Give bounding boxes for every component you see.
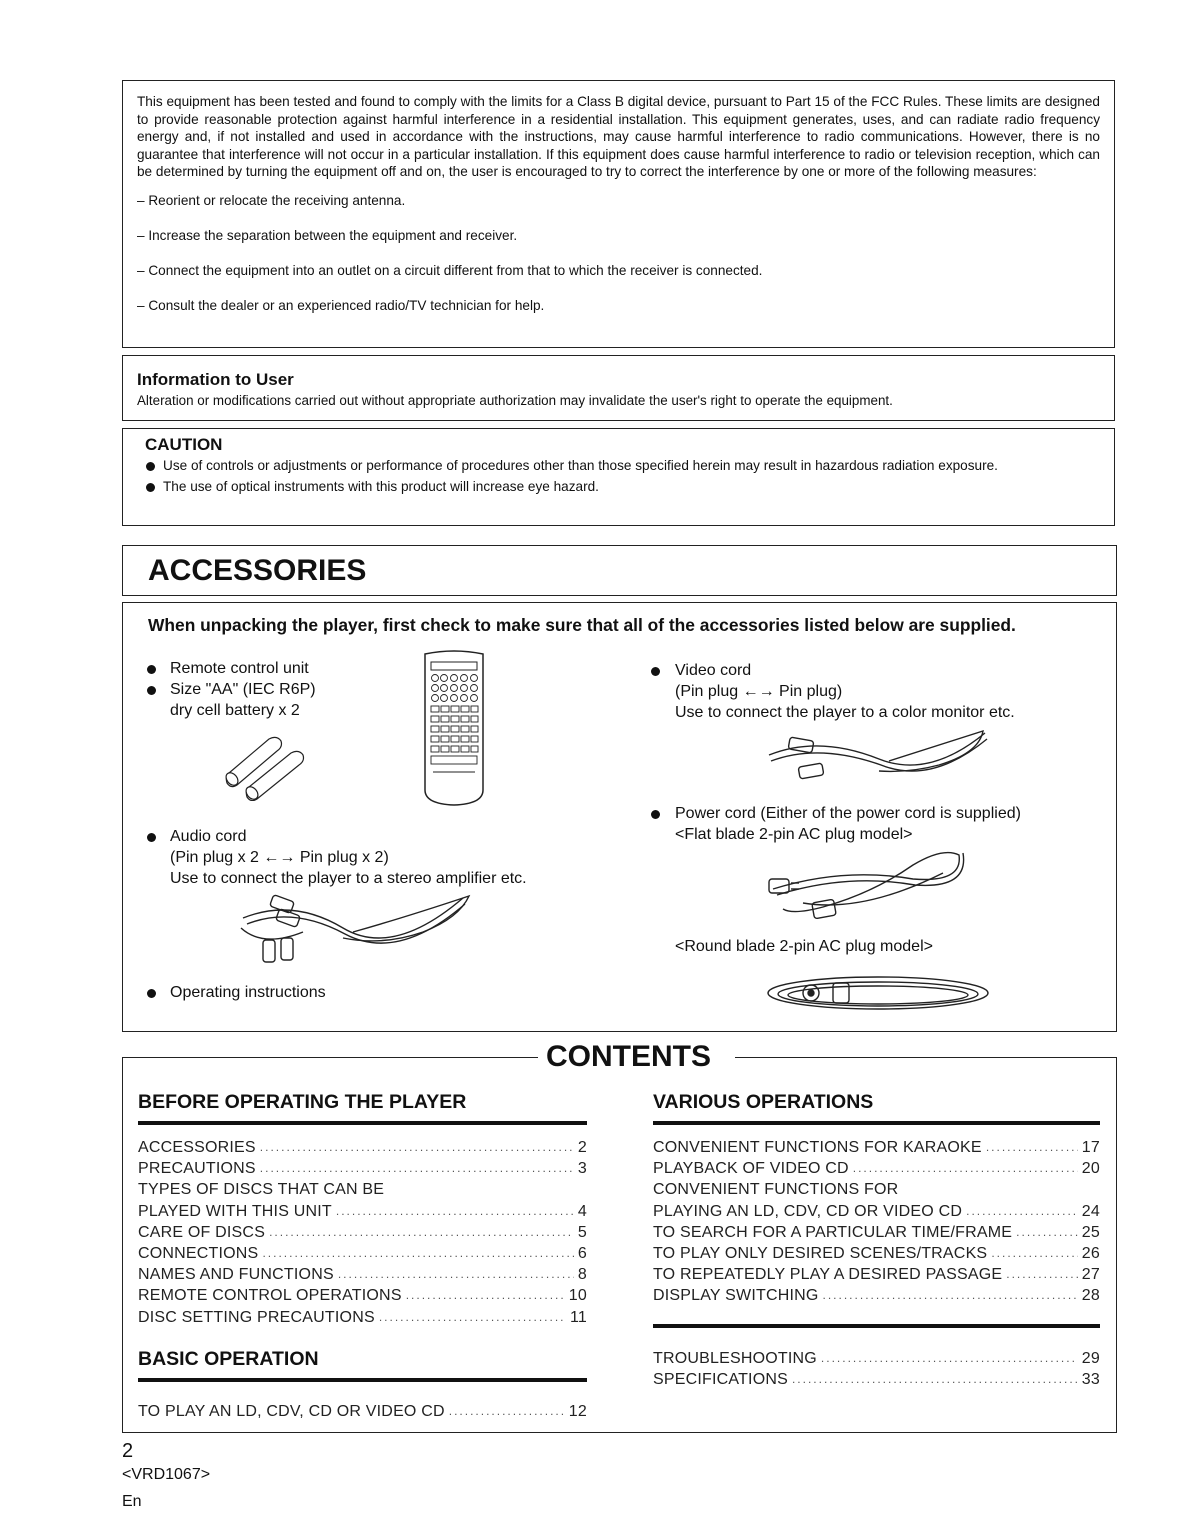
toc-entry-page: 6 [577,1245,587,1263]
toc-entry [138,1243,587,1264]
toc-entry [653,1369,1100,1390]
before-operating-heading: BEFORE OPERATING THE PLAYER [138,1091,467,1113]
heading-rule [138,1378,587,1382]
fcc-measure: – Reorient or relocate the receiving antenna. [137,192,406,208]
bullet-icon [147,665,156,674]
fcc-notice-box [122,80,1115,348]
audio-cord-plug: (Pin plug x 2 ←→ Pin plug x 2) [170,849,389,866]
toc-entry-page: 4 [577,1202,587,1220]
accessories-body [122,602,1117,1032]
toc-entry [138,1137,587,1158]
toc-entry-page: 33 [1081,1371,1100,1389]
toc-entry-label: PLAYING AN LD, CDV, CD OR VIDEO CD [653,1202,963,1220]
video-cord-label: Video cord [675,662,752,679]
toc-leader-dots [986,1137,1078,1158]
various-operations-heading: VARIOUS OPERATIONS [653,1091,874,1113]
toc-entry-label: TO PLAY ONLY DESIRED SCENES/TRACKS [653,1245,988,1263]
toc-entry-label: NAMES AND FUNCTIONS [138,1266,334,1284]
accessories-header-box [122,545,1117,596]
toc-leader-dots [269,1222,574,1243]
toc-leader-dots [1016,1222,1078,1243]
toc-entry-label: CARE OF DISCS [138,1223,266,1241]
info-text: Alteration or modifications carried out without appropriate authorization may invalidate the user's right to operate the equipment. [137,393,893,408]
toc-entry [138,1179,587,1200]
toc-leader-dots [853,1158,1078,1179]
remote-label: Remote control unit [170,660,309,677]
toc-entry-label: PRECAUTIONS [138,1160,256,1178]
toc-entry-page: 5 [577,1223,587,1241]
toc-entry-label: DISC SETTING PRECAUTIONS [138,1308,375,1326]
toc-entry-label: CONNECTIONS [138,1245,259,1263]
flat-plug-power-cord-icon [763,843,973,928]
toc-entry-page: 27 [1081,1266,1100,1284]
toc-entry [653,1243,1100,1264]
contents-title: CONTENTS [546,1040,711,1073]
info-title: Information to User [137,370,294,389]
battery-item [170,679,316,721]
section-rule [653,1324,1100,1328]
round-plug-power-cord-icon [763,971,993,1017]
toc-entry [653,1285,1100,1306]
toc-entry-label: ACCESSORIES [138,1139,256,1156]
caution-item: Use of controls or adjustments or performance of procedures other than those specified herein may result in hazardous radiation exposure. [145,457,1100,475]
power-cord-round: <Round blade 2-pin AC plug model> [675,938,933,955]
basic-operation-heading: BASIC OPERATION [138,1348,319,1370]
toc-leader-dots [792,1369,1078,1390]
toc-leader-dots [262,1243,573,1264]
toc-entry-label: TROUBLESHOOTING [653,1350,817,1367]
toc-entry [138,1201,587,1222]
toc-entry-page: 3 [577,1160,587,1178]
toc-entry-page: 29 [1081,1350,1100,1367]
toc-leader-dots [260,1137,574,1158]
toc-entry [138,1158,587,1179]
toc-entry-label: CONVENIENT FUNCTIONS FOR [653,1181,899,1199]
information-to-user-box [122,355,1115,421]
toc-entry [138,1264,587,1285]
toc-entry-page: 17 [1081,1139,1100,1156]
toc-entry-page: 2 [577,1139,587,1156]
toc-entry [653,1201,1100,1222]
manual-item [170,982,326,1003]
toc-various-list [653,1137,1100,1307]
battery-label: Size "AA" (IEC R6P) [170,681,316,698]
toc-entry-page: 25 [1081,1223,1100,1241]
bullet-icon [147,989,156,998]
toc-leader-dots [336,1201,574,1222]
fcc-paragraph: This equipment has been tested and found to comply with the limits for a Class B digital device, pursuant to Part 15 of the FCC Rules. These limits are designed to provide reasonable protection against harmful interference in a residential installation. This equipment generates, uses, and can radiate radio frequency energy and, if not installed and used in accordance with the instructions, may cause harmful interference to radio communications. However, there is no guarantee that interference will not occur in a particular installation. If this equipment does cause harmful interference to radio or television reception, which can be determined by turning the equipment off and on, the user is encouraged to try to correct the interference by one or more of the following measures: [137,94,1100,179]
caution-title: CAUTION [145,435,223,454]
video-cord-use: Use to connect the player to a color monitor etc. [675,704,1015,721]
toc-leader-dots [823,1285,1078,1306]
toc-entry-label: PLAYBACK OF VIDEO CD [653,1160,849,1178]
toc-entry-page: 12 [568,1403,587,1420]
toc-entry-page: 8 [577,1266,587,1284]
manual-label: Operating instructions [170,984,326,1001]
toc-leader-dots [338,1264,574,1285]
accessories-intro: When unpacking the player, first check to make sure that all of the accessories listed below are supplied. [148,615,1016,635]
audio-cord-icon [233,888,473,968]
toc-entry-label: TYPES OF DISCS THAT CAN BE [138,1181,385,1199]
batteries-icon [219,731,311,801]
fcc-measure: – Connect the equipment into an outlet on a circuit different from that to which the receiver is connected. [137,262,763,278]
toc-entry-label: DISPLAY SWITCHING [653,1287,819,1305]
toc-leader-dots [821,1348,1078,1369]
remote-item [170,658,309,679]
toc-leader-dots [406,1285,565,1306]
toc-entry [138,1401,587,1422]
toc-entry-page: 26 [1081,1245,1100,1263]
toc-basic-list [138,1401,587,1422]
battery-label-2: dry cell battery x 2 [170,702,300,719]
toc-entry-label: SPECIFICATIONS [653,1371,788,1389]
video-cord-item [675,660,1015,723]
toc-leader-dots [966,1201,1078,1222]
video-cord-plug: (Pin plug ←→ Pin plug) [675,683,843,700]
caution-item: The use of optical instruments with this product will increase eye hazard. [145,478,1100,496]
remote-control-icon [419,650,489,808]
toc-entry-page: 20 [1081,1160,1100,1178]
toc-leader-dots [1006,1264,1078,1285]
toc-leader-dots [991,1243,1077,1264]
bullet-icon [651,667,660,676]
toc-entry-label: TO SEARCH FOR A PARTICULAR TIME/FRAME [653,1223,1013,1241]
toc-entry [653,1264,1100,1285]
toc-entry [653,1348,1100,1369]
toc-entry-page: 28 [1081,1287,1100,1305]
toc-entry-label: TO REPEATEDLY PLAY A DESIRED PASSAGE [653,1266,1003,1284]
audio-cord-item [170,826,527,889]
toc-entry [138,1307,587,1328]
page-number: 2 [122,1440,134,1462]
power-cord-label: Power cord (Either of the power cord is supplied) [675,805,1021,822]
bullet-icon [651,810,660,819]
toc-entry [138,1222,587,1243]
toc-entry-label: PLAYED WITH THIS UNIT [138,1202,332,1220]
power-cord-round-item [675,936,933,957]
video-cord-icon [759,725,989,787]
toc-entry-label: REMOTE CONTROL OPERATIONS [138,1287,402,1305]
toc-other-list [653,1348,1100,1390]
heading-rule [653,1121,1100,1125]
toc-leader-dots [260,1158,574,1179]
toc-entry-page: 11 [569,1308,587,1326]
power-cord-flat: <Flat blade 2-pin AC plug model> [675,826,913,843]
toc-entry [653,1137,1100,1158]
fcc-measure: – Consult the dealer or an experienced radio/TV technician for help. [137,297,545,313]
heading-rule [138,1121,587,1125]
bullet-icon [147,833,156,842]
toc-entry-label: CONVENIENT FUNCTIONS FOR KARAOKE [653,1139,982,1156]
language-code: En [122,1493,142,1510]
toc-leader-dots [379,1307,566,1328]
toc-entry-page: 24 [1081,1202,1100,1220]
document-code: <VRD1067> [122,1466,211,1483]
toc-entry [138,1285,587,1306]
toc-entry [653,1222,1100,1243]
audio-cord-use: Use to connect the player to a stereo amplifier etc. [170,870,527,887]
bullet-icon [147,686,156,695]
toc-entry-label: TO PLAY AN LD, CDV, CD OR VIDEO CD [138,1403,445,1420]
toc-entry [653,1158,1100,1179]
audio-cord-label: Audio cord [170,828,247,845]
toc-before-list [138,1137,587,1328]
toc-leader-dots [449,1401,565,1422]
caution-box [122,428,1115,526]
power-cord-item [675,803,1021,845]
accessories-title: ACCESSORIES [148,554,367,587]
fcc-measure: – Increase the separation between the equipment and receiver. [137,227,518,243]
toc-entry-page: 10 [568,1287,587,1305]
toc-entry [653,1179,1100,1200]
